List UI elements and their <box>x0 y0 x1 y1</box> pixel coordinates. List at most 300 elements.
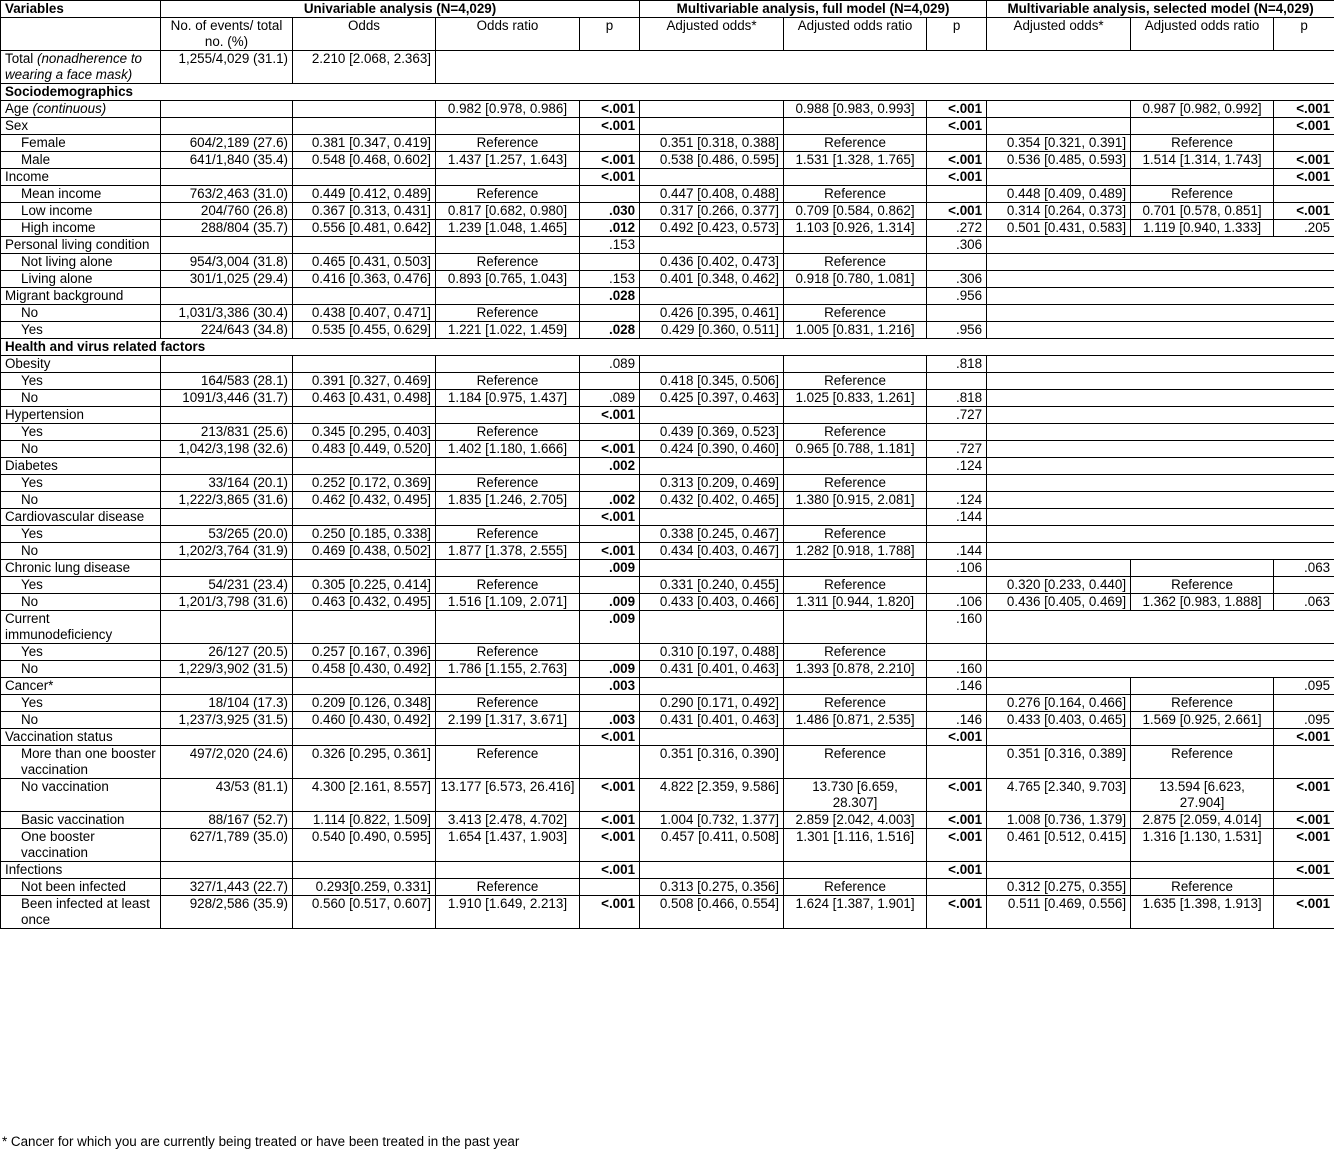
level-label <box>1 644 161 661</box>
header-odds-ratio: Odds ratio <box>436 18 580 51</box>
variable-row <box>1 118 1334 135</box>
cell-odds: 0.367 [0.313, 0.431] <box>293 203 436 220</box>
cell-odds-ratio: Reference <box>436 746 580 779</box>
cell-p-selected: <.001 <box>1274 118 1334 135</box>
cell-p-univariable: .009 <box>580 611 640 644</box>
level-row <box>1 186 1334 203</box>
level-label <box>1 135 161 152</box>
cell-p-univariable: .153 <box>580 237 640 254</box>
variable-label <box>1 118 161 135</box>
cell-adjusted-odds-ratio-full <box>784 560 927 577</box>
cell-odds: 0.257 [0.167, 0.396] <box>293 644 436 661</box>
cell-events <box>161 458 293 475</box>
cell-adjusted-odds-ratio-selected <box>1131 729 1274 746</box>
cell-events: 641/1,840 (35.4) <box>161 152 293 169</box>
level-label <box>1 424 161 441</box>
cell-adjusted-odds-selected <box>987 101 1131 118</box>
cell-adjusted-odds-ratio-selected: Reference <box>1131 577 1274 594</box>
cell-odds: 0.293[0.259, 0.331] <box>293 879 436 896</box>
section-label: Health and virus related factors <box>1 339 1334 356</box>
cell-adjusted-odds-ratio-selected: Reference <box>1131 135 1274 152</box>
level-row <box>1 254 1334 271</box>
cell-p-univariable <box>580 424 640 441</box>
cell-p-full <box>927 424 987 441</box>
cell-p-full: <.001 <box>927 203 987 220</box>
cell-adjusted-odds-ratio-full: Reference <box>784 695 927 712</box>
cell-adjusted-odds-ratio-full: Reference <box>784 475 927 492</box>
cell-p-univariable: .089 <box>580 356 640 373</box>
cell-selected-model-empty <box>987 661 1334 678</box>
cell-p-full <box>927 526 987 543</box>
cell-odds-ratio <box>436 458 580 475</box>
cell-p-full: .956 <box>927 322 987 339</box>
cell-adjusted-odds-ratio-full: Reference <box>784 305 927 322</box>
cell-p-selected <box>1274 577 1334 594</box>
cell-adjusted-odds-ratio-full <box>784 356 927 373</box>
level-label <box>1 441 161 458</box>
cell-odds <box>293 729 436 746</box>
cell-p-full: .106 <box>927 594 987 611</box>
cell-adjusted-odds-selected: 4.765 [2.340, 9.703] <box>987 779 1131 812</box>
level-label <box>1 779 161 812</box>
cell-events <box>161 509 293 526</box>
cell-p-full <box>927 695 987 712</box>
cell-p-univariable: .012 <box>580 220 640 237</box>
header-p: p <box>927 18 987 51</box>
cell-odds-ratio <box>436 509 580 526</box>
cell-adjusted-odds-selected: 0.433 [0.403, 0.465] <box>987 712 1131 729</box>
level-row <box>1 594 1334 611</box>
header-adjusted-odds-ratio: Adjusted odds ratio <box>1131 18 1274 51</box>
cell-odds-ratio: Reference <box>436 695 580 712</box>
cell-events: 301/1,025 (29.4) <box>161 271 293 288</box>
variable-label <box>1 678 161 695</box>
cell-p-univariable <box>580 305 640 322</box>
cell-odds-ratio: 1.184 [0.975, 1.437] <box>436 390 580 407</box>
level-label <box>1 543 161 560</box>
label-text: Yes <box>21 695 43 710</box>
cell-odds: 0.381 [0.347, 0.419] <box>293 135 436 152</box>
cell-adjusted-odds-ratio-selected: Reference <box>1131 186 1274 203</box>
cell-p-selected: .095 <box>1274 712 1334 729</box>
cell-adjusted-odds-full: 0.317 [0.266, 0.377] <box>640 203 784 220</box>
cell-p-full: .144 <box>927 509 987 526</box>
cell-adjusted-odds-ratio-selected: 1.119 [0.940, 1.333] <box>1131 220 1274 237</box>
cell-adjusted-odds-ratio-selected: 1.635 [1.398, 1.913] <box>1131 896 1274 929</box>
label-text: No <box>21 390 39 405</box>
cell-adjusted-odds-selected: 0.276 [0.164, 0.466] <box>987 695 1131 712</box>
cell-selected-model-empty <box>987 390 1334 407</box>
section-row <box>1 339 1334 356</box>
cell-events: 327/1,443 (22.7) <box>161 879 293 896</box>
cell-odds: 0.449 [0.412, 0.489] <box>293 186 436 203</box>
cell-events: 18/104 (17.3) <box>161 695 293 712</box>
cell-adjusted-odds-full: 0.338 [0.245, 0.467] <box>640 526 784 543</box>
cell-events: 1,229/3,902 (31.5) <box>161 661 293 678</box>
total-odds: 2.210 [2.068, 2.363] <box>293 51 436 84</box>
cell-adjusted-odds-full: 0.447 [0.408, 0.488] <box>640 186 784 203</box>
level-row <box>1 879 1334 896</box>
cell-odds: 0.540 [0.490, 0.595] <box>293 829 436 862</box>
cell-p-full <box>927 373 987 390</box>
level-label <box>1 254 161 271</box>
cell-adjusted-odds-full <box>640 288 784 305</box>
cell-p-full <box>927 186 987 203</box>
cell-adjusted-odds-ratio-selected: 13.594 [6.623, 27.904] <box>1131 779 1274 812</box>
level-label <box>1 577 161 594</box>
level-label <box>1 271 161 288</box>
cell-events: 928/2,586 (35.9) <box>161 896 293 929</box>
cell-p-full: <.001 <box>927 896 987 929</box>
cell-events: 204/760 (26.8) <box>161 203 293 220</box>
cell-odds: 0.438 [0.407, 0.471] <box>293 305 436 322</box>
cell-odds <box>293 611 436 644</box>
cell-p-full: .727 <box>927 407 987 424</box>
cell-p-univariable: <.001 <box>580 896 640 929</box>
cell-adjusted-odds-ratio-full <box>784 729 927 746</box>
cell-p-univariable: .153 <box>580 271 640 288</box>
cell-p-univariable: .002 <box>580 492 640 509</box>
cell-p-univariable <box>580 254 640 271</box>
cell-adjusted-odds-ratio-full: Reference <box>784 526 927 543</box>
cell-odds-ratio <box>436 288 580 305</box>
level-row <box>1 577 1334 594</box>
level-label <box>1 186 161 203</box>
cell-odds-ratio: 13.177 [6.573, 26.416] <box>436 779 580 812</box>
cell-adjusted-odds-full <box>640 509 784 526</box>
cell-p-full: <.001 <box>927 862 987 879</box>
cell-odds-ratio: 2.199 [1.317, 3.671] <box>436 712 580 729</box>
level-row <box>1 390 1334 407</box>
cell-odds-ratio: 0.817 [0.682, 0.980] <box>436 203 580 220</box>
level-row <box>1 220 1334 237</box>
label-text: Not living alone <box>21 254 113 269</box>
cell-p-univariable: .030 <box>580 203 640 220</box>
cell-p-univariable: <.001 <box>580 101 640 118</box>
header-odds: Odds <box>293 18 436 51</box>
cell-adjusted-odds-ratio-full <box>784 458 927 475</box>
cell-p-univariable <box>580 695 640 712</box>
cell-adjusted-odds-full <box>640 118 784 135</box>
cell-adjusted-odds-selected <box>987 862 1131 879</box>
cell-p-full: <.001 <box>927 152 987 169</box>
cell-odds-ratio: Reference <box>436 475 580 492</box>
cell-events: 53/265 (20.0) <box>161 526 293 543</box>
cell-p-univariable: .089 <box>580 390 640 407</box>
cell-adjusted-odds-selected: 0.536 [0.485, 0.593] <box>987 152 1131 169</box>
cell-odds-ratio <box>436 118 580 135</box>
cell-events: 627/1,789 (35.0) <box>161 829 293 862</box>
header-adjusted-odds: Adjusted odds* <box>640 18 784 51</box>
level-row <box>1 475 1334 492</box>
cell-events: 88/167 (52.7) <box>161 812 293 829</box>
variable-row <box>1 407 1334 424</box>
cell-p-full: .106 <box>927 560 987 577</box>
cell-adjusted-odds-ratio-selected: 2.875 [2.059, 4.014] <box>1131 812 1274 829</box>
total-row <box>1 51 1334 84</box>
cell-odds <box>293 169 436 186</box>
level-row <box>1 661 1334 678</box>
cell-p-univariable: <.001 <box>580 169 640 186</box>
cell-p-full: .272 <box>927 220 987 237</box>
cell-p-selected: <.001 <box>1274 779 1334 812</box>
cell-p-selected: <.001 <box>1274 812 1334 829</box>
label-note: (continuous) <box>32 101 107 116</box>
variable-label <box>1 862 161 879</box>
label-text: Age <box>5 101 33 116</box>
level-label <box>1 373 161 390</box>
level-row <box>1 152 1334 169</box>
cell-selected-model-empty <box>987 611 1334 644</box>
cell-adjusted-odds-selected: 0.436 [0.405, 0.469] <box>987 594 1131 611</box>
cell-selected-model-empty <box>987 441 1334 458</box>
cell-events: 1,222/3,865 (31.6) <box>161 492 293 509</box>
cell-adjusted-odds-ratio-full <box>784 169 927 186</box>
header-adjusted-odds-ratio: Adjusted odds ratio <box>784 18 927 51</box>
level-label <box>1 203 161 220</box>
cell-adjusted-odds-ratio-selected: 0.701 [0.578, 0.851] <box>1131 203 1274 220</box>
cell-events: 954/3,004 (31.8) <box>161 254 293 271</box>
cell-adjusted-odds-ratio-full: 1.380 [0.915, 2.081] <box>784 492 927 509</box>
label-text: Income <box>5 169 49 184</box>
cell-adjusted-odds-full <box>640 611 784 644</box>
cell-odds: 0.305 [0.225, 0.414] <box>293 577 436 594</box>
level-label <box>1 322 161 339</box>
label-text: Yes <box>21 475 43 490</box>
cell-p-full <box>927 135 987 152</box>
cell-adjusted-odds-full: 0.431 [0.401, 0.463] <box>640 661 784 678</box>
cell-odds: 0.462 [0.432, 0.495] <box>293 492 436 509</box>
label-text: Yes <box>21 322 43 337</box>
cell-events <box>161 101 293 118</box>
cell-selected-model-empty <box>987 407 1334 424</box>
cell-adjusted-odds-ratio-full: 0.709 [0.584, 0.862] <box>784 203 927 220</box>
cell-odds-ratio <box>436 560 580 577</box>
cell-odds-ratio: 1.402 [1.180, 1.666] <box>436 441 580 458</box>
cell-adjusted-odds-ratio-full: 1.282 [0.918, 1.788] <box>784 543 927 560</box>
level-row <box>1 712 1334 729</box>
cell-p-full: <.001 <box>927 812 987 829</box>
level-row <box>1 271 1334 288</box>
cell-odds-ratio: 1.877 [1.378, 2.555] <box>436 543 580 560</box>
cell-p-selected: .063 <box>1274 560 1334 577</box>
cell-p-full <box>927 644 987 661</box>
cell-adjusted-odds-ratio-full <box>784 678 927 695</box>
label-text: No <box>21 661 39 676</box>
level-row <box>1 695 1334 712</box>
level-row <box>1 812 1334 829</box>
cell-adjusted-odds-ratio-full: 1.531 [1.328, 1.765] <box>784 152 927 169</box>
cell-adjusted-odds-full: 0.331 [0.240, 0.455] <box>640 577 784 594</box>
cell-events: 1,202/3,764 (31.9) <box>161 543 293 560</box>
cell-odds: 0.465 [0.431, 0.503] <box>293 254 436 271</box>
variable-row <box>1 356 1334 373</box>
label-text: More than one booster vaccination <box>21 746 156 777</box>
cell-p-univariable <box>580 644 640 661</box>
cell-events: 1,201/3,798 (31.6) <box>161 594 293 611</box>
level-label <box>1 879 161 896</box>
cell-adjusted-odds-ratio-full: Reference <box>784 135 927 152</box>
cell-p-selected: <.001 <box>1274 896 1334 929</box>
cell-p-full: <.001 <box>927 101 987 118</box>
cell-adjusted-odds-full <box>640 678 784 695</box>
cell-events <box>161 169 293 186</box>
cell-odds <box>293 407 436 424</box>
label-text: No <box>21 492 39 507</box>
label-text: Mean income <box>21 186 102 201</box>
level-row <box>1 373 1334 390</box>
cell-adjusted-odds-ratio-full <box>784 118 927 135</box>
section-label: Sociodemographics <box>1 84 1334 101</box>
level-label <box>1 812 161 829</box>
cell-odds-ratio <box>436 169 580 186</box>
cell-p-univariable: .009 <box>580 661 640 678</box>
cell-odds: 0.250 [0.185, 0.338] <box>293 526 436 543</box>
level-row <box>1 746 1334 779</box>
label-text: Male <box>21 152 51 167</box>
variable-label <box>1 729 161 746</box>
level-row <box>1 492 1334 509</box>
variable-label <box>1 356 161 373</box>
cell-adjusted-odds-ratio-full: 1.301 [1.116, 1.516] <box>784 829 927 862</box>
variable-label <box>1 288 161 305</box>
cell-events: 213/831 (25.6) <box>161 424 293 441</box>
variable-label <box>1 509 161 526</box>
cell-adjusted-odds-ratio-full: 2.859 [2.042, 4.003] <box>784 812 927 829</box>
cell-adjusted-odds-ratio-selected <box>1131 678 1274 695</box>
cell-adjusted-odds-full: 0.436 [0.402, 0.473] <box>640 254 784 271</box>
cell-adjusted-odds-ratio-full: 1.486 [0.871, 2.535] <box>784 712 927 729</box>
cell-events <box>161 407 293 424</box>
cell-odds-ratio <box>436 678 580 695</box>
cell-p-univariable: .003 <box>580 678 640 695</box>
cell-odds: 0.416 [0.363, 0.476] <box>293 271 436 288</box>
level-label <box>1 305 161 322</box>
cell-adjusted-odds-selected: 0.320 [0.233, 0.440] <box>987 577 1131 594</box>
cell-p-univariable: <.001 <box>580 407 640 424</box>
level-row <box>1 896 1334 929</box>
cell-events <box>161 237 293 254</box>
cell-adjusted-odds-ratio-full <box>784 862 927 879</box>
cell-events: 26/127 (20.5) <box>161 644 293 661</box>
cell-p-full: .146 <box>927 712 987 729</box>
cell-adjusted-odds-selected <box>987 678 1131 695</box>
cell-odds-ratio <box>436 356 580 373</box>
cell-p-full <box>927 475 987 492</box>
cell-odds <box>293 356 436 373</box>
cell-adjusted-odds-full: 0.538 [0.486, 0.595] <box>640 152 784 169</box>
cell-events <box>161 356 293 373</box>
cell-adjusted-odds-full <box>640 458 784 475</box>
label-text: Obesity <box>5 356 51 371</box>
label-text: Infections <box>5 862 63 877</box>
header-univariable: Univariable analysis (N=4,029) <box>161 1 640 18</box>
cell-odds-ratio: Reference <box>436 254 580 271</box>
label-text: Cancer* <box>5 678 54 693</box>
cell-adjusted-odds-ratio-full: Reference <box>784 424 927 441</box>
cell-p-selected <box>1274 879 1334 896</box>
level-label <box>1 829 161 862</box>
cell-odds-ratio: 0.893 [0.765, 1.043] <box>436 271 580 288</box>
variable-row <box>1 560 1334 577</box>
cell-adjusted-odds-ratio-selected: 1.316 [1.130, 1.531] <box>1131 829 1274 862</box>
cell-odds <box>293 237 436 254</box>
cell-p-full: .124 <box>927 492 987 509</box>
header-row-columns <box>1 18 1334 51</box>
cell-adjusted-odds-full <box>640 560 784 577</box>
cell-events <box>161 862 293 879</box>
variable-row <box>1 729 1334 746</box>
cell-p-full: <.001 <box>927 829 987 862</box>
cell-adjusted-odds-full <box>640 862 784 879</box>
level-row <box>1 441 1334 458</box>
cell-odds-ratio <box>436 237 580 254</box>
cell-odds: 0.391 [0.327, 0.469] <box>293 373 436 390</box>
label-text: No <box>21 543 39 558</box>
cell-p-selected: .063 <box>1274 594 1334 611</box>
cell-adjusted-odds-ratio-full: Reference <box>784 577 927 594</box>
cell-selected-model-empty <box>987 356 1334 373</box>
cell-adjusted-odds-full <box>640 356 784 373</box>
header-row-groups <box>1 1 1334 18</box>
cell-odds: 0.458 [0.430, 0.492] <box>293 661 436 678</box>
cell-events <box>161 118 293 135</box>
cell-adjusted-odds-selected <box>987 169 1131 186</box>
cell-adjusted-odds-ratio-full: 1.311 [0.944, 1.820] <box>784 594 927 611</box>
cell-odds: 0.345 [0.295, 0.403] <box>293 424 436 441</box>
cell-odds-ratio: Reference <box>436 644 580 661</box>
level-label <box>1 896 161 929</box>
label-text: High income <box>21 220 96 235</box>
cell-odds-ratio: 1.516 [1.109, 2.071] <box>436 594 580 611</box>
cell-p-full: .306 <box>927 271 987 288</box>
cell-adjusted-odds-full <box>640 729 784 746</box>
cell-p-selected <box>1274 135 1334 152</box>
cell-odds: 0.463 [0.432, 0.495] <box>293 594 436 611</box>
cell-adjusted-odds-ratio-full: 1.393 [0.878, 2.210] <box>784 661 927 678</box>
cell-events: 33/164 (20.1) <box>161 475 293 492</box>
cell-adjusted-odds-selected <box>987 729 1131 746</box>
cell-odds-ratio: Reference <box>436 305 580 322</box>
variable-row <box>1 288 1334 305</box>
label-text: Current immunodeficiency <box>5 611 113 642</box>
cell-p-selected: <.001 <box>1274 101 1334 118</box>
cell-adjusted-odds-ratio-full: 0.965 [0.788, 1.181] <box>784 441 927 458</box>
cell-adjusted-odds-ratio-selected <box>1131 118 1274 135</box>
cell-selected-model-empty <box>987 458 1334 475</box>
cell-odds: 0.535 [0.455, 0.629] <box>293 322 436 339</box>
cell-p-univariable <box>580 746 640 779</box>
cell-adjusted-odds-ratio-selected: 1.362 [0.983, 1.888] <box>1131 594 1274 611</box>
label-text: Living alone <box>21 271 93 286</box>
cell-odds-ratio: Reference <box>436 879 580 896</box>
cell-p-univariable: <.001 <box>580 441 640 458</box>
cell-p-univariable: .003 <box>580 712 640 729</box>
cell-odds <box>293 458 436 475</box>
cell-adjusted-odds-ratio-selected: 1.569 [0.925, 2.661] <box>1131 712 1274 729</box>
label-text: Yes <box>21 424 43 439</box>
cell-odds-ratio: 1.654 [1.437, 1.903] <box>436 829 580 862</box>
cell-p-univariable: <.001 <box>580 812 640 829</box>
header-events: No. of events/ total no. (%) <box>161 18 293 51</box>
cell-adjusted-odds-full: 0.434 [0.403, 0.467] <box>640 543 784 560</box>
level-label <box>1 152 161 169</box>
cell-p-univariable: .009 <box>580 560 640 577</box>
cell-odds: 0.463 [0.431, 0.498] <box>293 390 436 407</box>
header-p: p <box>580 18 640 51</box>
cell-p-univariable <box>580 475 640 492</box>
variable-row <box>1 509 1334 526</box>
